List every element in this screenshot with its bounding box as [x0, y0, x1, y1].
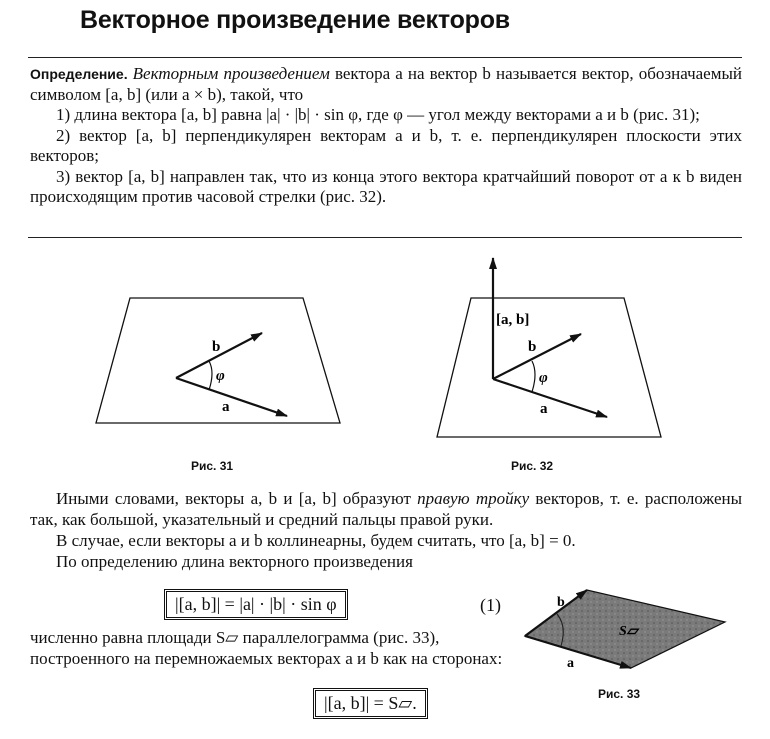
definition-block	[30, 64, 742, 208]
definition-item-1: 1) длина вектора [a, b] равна |a| · |b| · sin φ, где φ — угол между векторами a и b (рис. 31);	[56, 105, 700, 124]
body-paragraph-1: Иными словами, векторы a, b и [a, b] образуют правую тройку векторов, т. е. расположены так, как большой, указательный и средний пальцы правой руки.	[30, 489, 743, 529]
fig31-label-phi: φ	[216, 368, 225, 384]
fig33-caption: Рис. 33	[598, 687, 641, 701]
definition-lead: Определение.	[30, 66, 128, 82]
figure-32	[437, 258, 661, 437]
lower-paragraph: численно равна площади S▱ параллелограмма (рис. 33), построенного на перемножаемых векторах a и b как на сторонах:	[30, 628, 503, 668]
definition-term: Векторным произведением	[132, 64, 330, 83]
fig33-label-area: S▱	[619, 624, 638, 639]
fig32-label-ab: [a, b]	[496, 312, 530, 328]
body-text	[30, 488, 742, 572]
definition-paragraph	[30, 64, 742, 105]
figures-31-32	[0, 250, 770, 500]
top-rule	[28, 57, 742, 58]
fig32-label-b: b	[528, 339, 537, 355]
formula-2-box	[313, 688, 428, 719]
figure-31	[96, 298, 340, 423]
fig32-label-a: a	[540, 401, 548, 417]
formula-1: |[a, b]| = |a| · |b| · sin φ	[166, 591, 346, 618]
bottom-rule	[28, 237, 742, 238]
definition-line1: вектора a на вектор b называется вектор, обозначаемый символом [a, b] (или a × b), такой, что	[30, 64, 743, 104]
figure-33	[515, 580, 765, 690]
formula-2: |[a, b]| = S▱.	[315, 690, 426, 717]
fig33-label-a: a	[567, 656, 574, 671]
fig31-label-b: b	[212, 339, 221, 355]
fig33-label-b: b	[557, 595, 565, 610]
fig32-caption: Рис. 32	[511, 459, 554, 473]
formula-1-box	[164, 589, 348, 620]
body-paragraph-2: В случае, если векторы a и b коллинеарны, будем считать, что [a, b] = 0.	[56, 531, 576, 550]
fig31-caption: Рис. 31	[191, 459, 234, 473]
definition-item-3: 3) вектор [a, b] направлен так, что из конца этого вектора кратчайший поворот от a к b виден происходящим против часовой стрелки (рис. 32).	[30, 166, 742, 206]
fig32-label-phi: φ	[539, 370, 548, 386]
body-paragraph-3: По определению длина векторного произведения	[56, 552, 413, 571]
definition-item-2: 2) вектор [a, b] перпендикулярен векторам a и b, т. е. перпендикулярен плоскости этих векторов;	[30, 125, 742, 165]
right-triple-term: правую тройку	[417, 489, 530, 508]
page-title: Векторное произведение векторов	[80, 6, 510, 34]
formula-1-number: (1)	[480, 595, 501, 615]
fig31-label-a: a	[222, 399, 230, 415]
